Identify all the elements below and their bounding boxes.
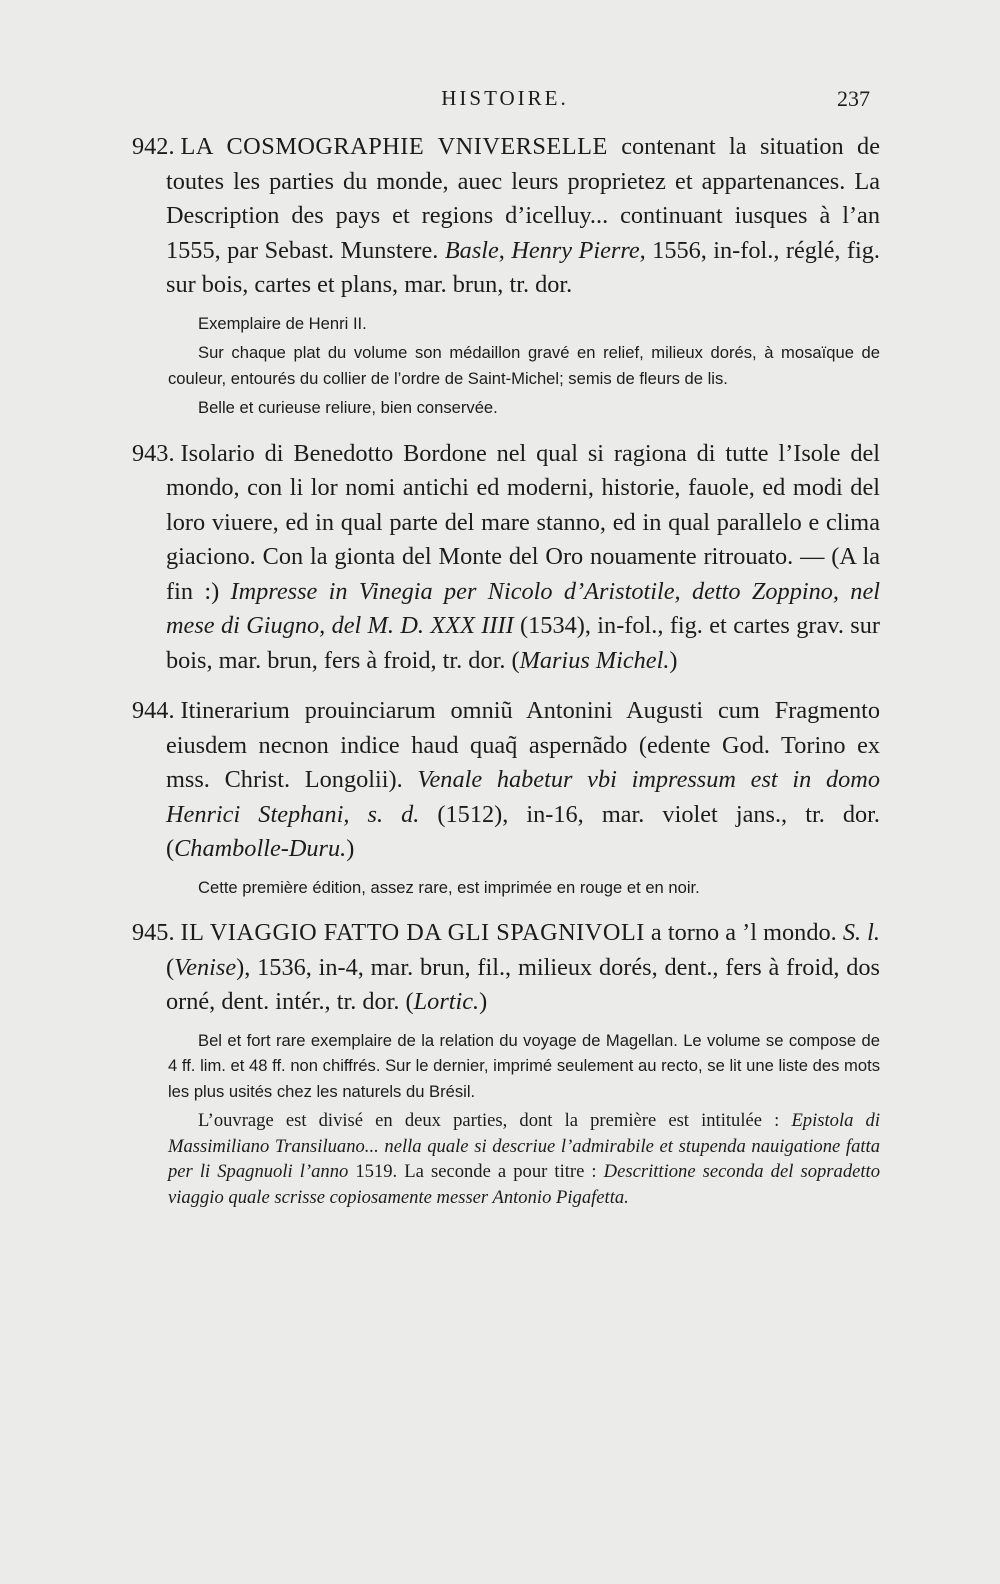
entry-number: 944. <box>132 697 175 724</box>
entry-title: LA COSMOGRAPHIE VNIVERSELLE <box>180 133 608 160</box>
entry-note: Bel et fort rare exemplaire de la relation du voyage de Magellan. Le volume se compose de 4 ff. lim. et 48 ff. non chiffrés. Sur le dernier, imprimé seulement au recto, se lit une liste des mots les plus usités chez les naturels du Brésil. <box>168 1030 880 1101</box>
entry-text: 1556, in-fol., réglé, fig. sur bois, cartes et plans, mar. brun, tr. dor. <box>166 236 880 298</box>
entry-text: ( <box>166 953 175 981</box>
entry-text: Itinerarium prouinciarum omniũ Antonini Augusti cum Fragmento eiusdem necnon indice haud quaq̃ aspernãdo (edente God. Torino ex mss. Christ. Longolii). <box>166 697 880 793</box>
entry-description <box>132 694 880 867</box>
entry-text: contenant la situation de toutes les parties du monde, auec leurs proprietez et appartenances. La Description des pays et regions d’icelluy... continuant iusques à l’an 1555, par Sebast. Munstere. <box>166 133 880 264</box>
entry-description <box>132 916 880 1020</box>
entry-binder: Lortic. <box>413 988 480 1015</box>
entry-text: a torno a ’l mondo. <box>644 919 843 946</box>
catalogue-entries <box>132 130 880 1226</box>
page-number: 237 <box>837 86 870 111</box>
entry-imprint: Venale habetur vbi impressum est in domo Henrici Stephani, s. d. <box>166 766 880 828</box>
entry-text: ) <box>346 835 355 862</box>
entry-note: Exemplaire de Henri II. <box>198 313 367 333</box>
entry-description <box>132 437 880 679</box>
entry-binder: Chambolle-Duru. <box>174 835 347 862</box>
entry-text: Isolario di Benedotto Bordone nel qual si ragiona di tutte l’Isole del mondo, con li lor nomi antichi ed moderni, historie, fauole, ed modi del loro viuere, ed in qual parte del mare stanno, ed in qual parallelo e clima giaciono. Con la gionta del Monte del Oro nouamente ritrouato. — (A la fin :) <box>166 439 880 605</box>
entry-note: Belle et curieuse reliure, bien conservée. <box>198 398 498 417</box>
note-text: L’ouvrage est divisé en deux parties, dont la première est intitulée : <box>198 1110 792 1131</box>
catalogue-entry-945 <box>132 916 880 1210</box>
entry-imprint: Venise <box>174 953 237 981</box>
note-text: 1519. La seconde a pour titre : <box>348 1161 604 1182</box>
note-title: Descrittione seconda del sopradetto viaggio quale scrisse copiosamente messer Antonio Pigafetta. <box>168 1161 880 1208</box>
catalogue-entry-943 <box>132 437 880 679</box>
entry-text: ), 1536, in-4, mar. brun, fil., milieux dorés, dent., fers à froid, dos orné, dent. intér., tr. dor. ( <box>166 953 880 1015</box>
entry-number: 942. <box>132 133 175 160</box>
entry-binder: Marius Michel. <box>519 646 670 674</box>
entry-text: ) <box>669 646 678 674</box>
entry-title: IL VIAGGIO FATTO DA GLI SPAGNIVOLI <box>180 919 645 946</box>
running-title: HISTOIRE. <box>441 86 569 110</box>
catalogue-entry-942 <box>132 130 880 421</box>
entry-note <box>168 1108 880 1210</box>
note-title: Epistola di Massimiliano Transiluano... nella quale si descriue l’admirabile et stupenda nauigatione fatta per li Spagnuoli l’anno <box>168 1110 881 1182</box>
entry-description <box>132 130 880 303</box>
entry-note: Cette première édition, assez rare, est imprimée en rouge et en noir. <box>198 877 700 897</box>
entry-imprint: Impresse in Vinegia per Nicolo d’Aristotile, detto Zoppino, nel mese di Giugno, del M. D. XXX IIII <box>166 577 880 639</box>
catalogue-entry-944 <box>132 694 880 900</box>
running-head <box>140 80 870 114</box>
entry-imprint: Basle, Henry Pierre, <box>444 236 646 264</box>
entry-number: 943. <box>132 439 175 467</box>
entry-text: ) <box>479 988 488 1015</box>
entry-number: 945. <box>132 919 175 946</box>
entry-note: Sur chaque plat du volume son médaillon gravé en relief, milieux dorés, à mosaïque de couleur, entourés du collier de l’ordre de Saint-Michel; semis de fleurs de lis. <box>168 343 880 388</box>
entry-text: (1534), in-fol., fig. et cartes grav. sur bois, mar. brun, fers à froid, tr. dor. ( <box>166 612 880 674</box>
entry-text: (1512), in-16, mar. violet jans., tr. dor. ( <box>166 800 880 862</box>
entry-imprint: S. l. <box>842 919 880 946</box>
